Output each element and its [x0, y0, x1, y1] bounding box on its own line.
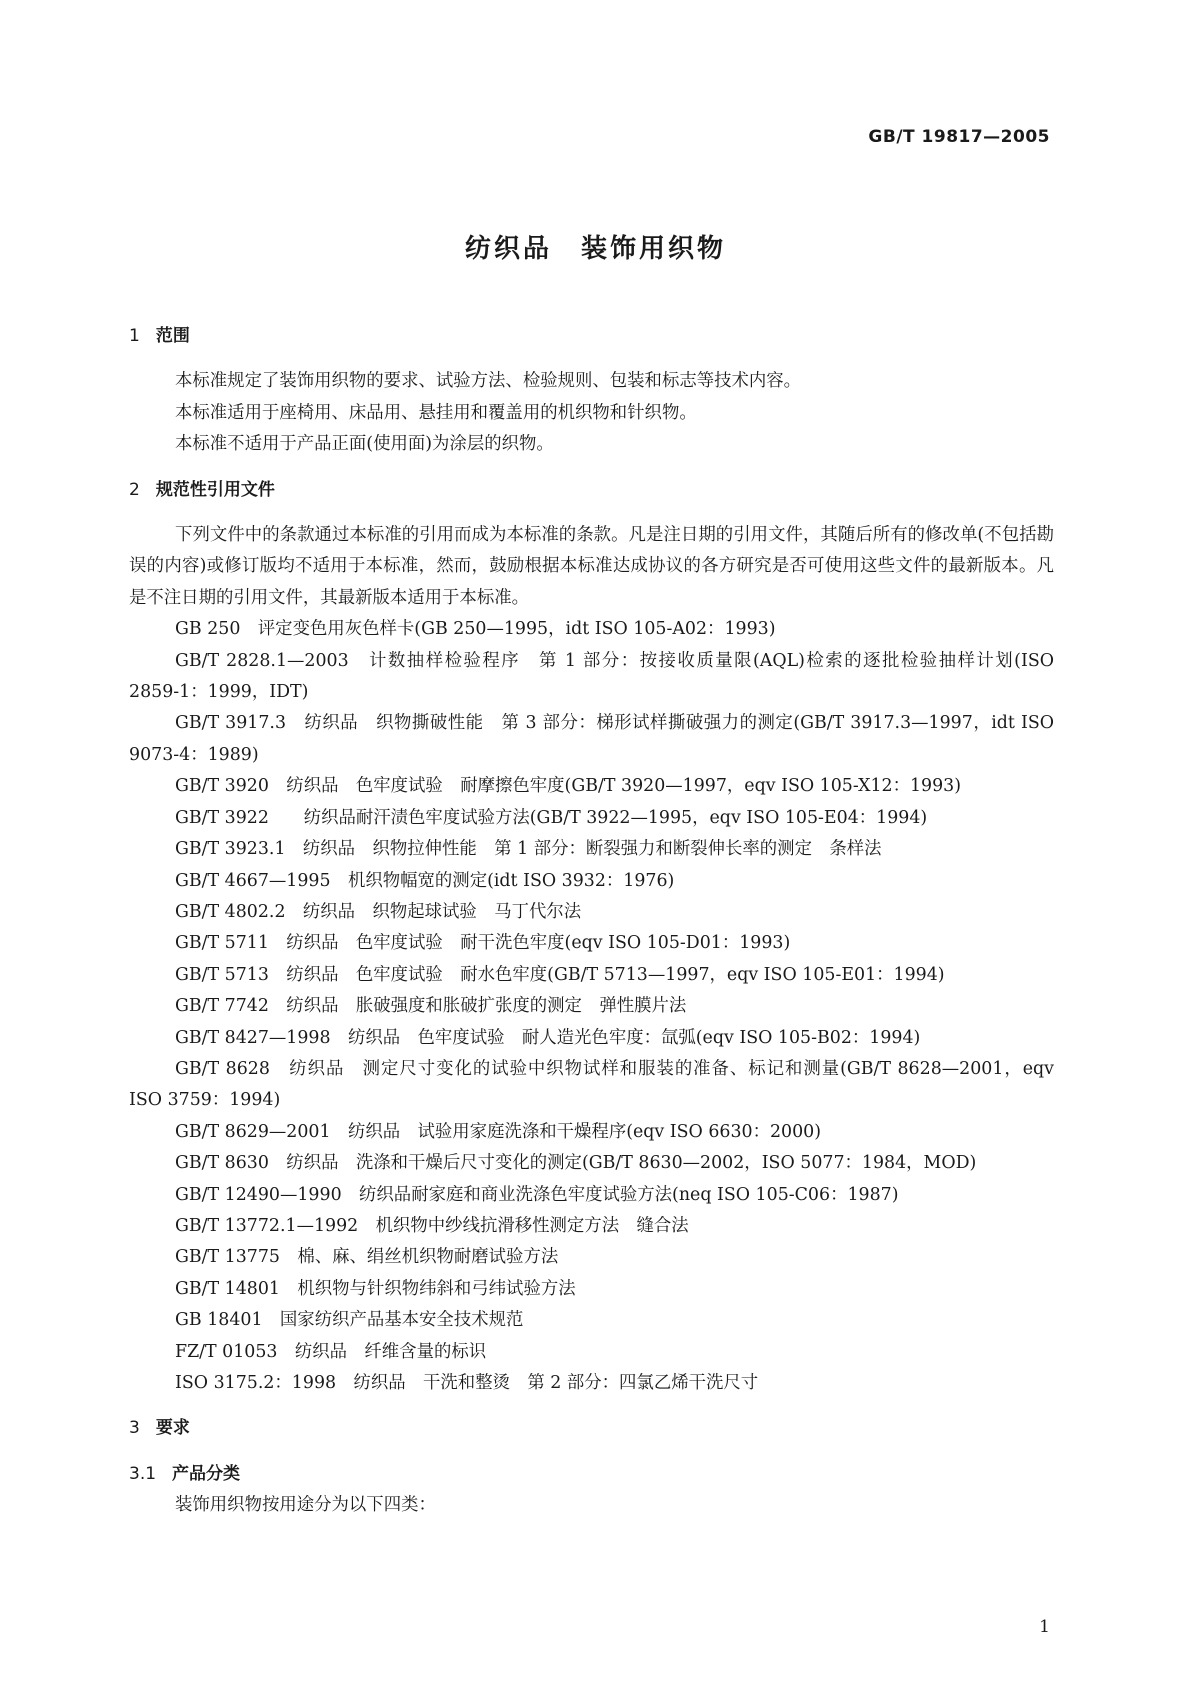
document-body — [129, 321, 1054, 1522]
references-intro: 下列文件中的条款通过本标准的引用而成为本标准的条款。凡是注日期的引用文件，其随后所有的修改单(不包括勘误的内容)或修订版均不适用于本标准，然而，鼓励根据本标准达成协议的各方研究是否可使用这些文件的最新版本。凡是不注日期的引用文件，其最新版本适用于本标准。 — [129, 525, 1054, 608]
standard-number: GB/T 19817—2005 — [868, 127, 1050, 147]
reference-item: GB/T 8629—2001 纺织品 试验用家庭洗涤和干燥程序(eqv ISO 6630：2000) — [175, 1121, 822, 1142]
reference-item: GB/T 3917.3 纺织品 织物撕破性能 第 3 部分：梯形试样撕破强力的测定(GB/T 3917.3—1997，idt ISO 9073-4：1989) — [129, 713, 1054, 765]
reference-item: GB 18401 国家纺织产品基本安全技术规范 — [175, 1310, 524, 1331]
document-title: 纺织品 装饰用织物 — [464, 234, 726, 264]
reference-item: GB/T 14801 机织物与针织物纬斜和弓纬试验方法 — [175, 1278, 576, 1299]
section-number: 3 — [129, 1418, 140, 1439]
subsection-title: 产品分类 — [172, 1463, 241, 1484]
reference-item: GB/T 5713 纺织品 色牢度试验 耐水色牢度(GB/T 5713—1997，eqv ISO 105-E01：1994) — [175, 964, 945, 985]
section-title: 规范性引用文件 — [155, 479, 275, 500]
reference-item: GB/T 8427—1998 纺织品 色牢度试验 耐人造光色牢度：氙弧(eqv ISO 105-B02：1994) — [175, 1027, 921, 1048]
paragraph: 装饰用织物按用途分为以下四类： — [175, 1495, 436, 1516]
paragraph: 本标准规定了装饰用织物的要求、试验方法、检验规则、包装和标志等技术内容。 — [175, 371, 802, 392]
reference-item: GB/T 3922 纺织品耐汗渍色牢度试验方法(GB/T 3922—1995，eqv ISO 105-E04：1994) — [175, 807, 928, 828]
paragraph: 本标准适用于座椅用、床品用、悬挂用和覆盖用的机织物和针织物。 — [175, 402, 697, 423]
reference-item: GB/T 13772.1—1992 机织物中纱线抗滑移性测定方法 缝合法 — [175, 1215, 689, 1236]
page-number: 1 — [1039, 1617, 1050, 1637]
reference-item: GB 250 评定变色用灰色样卡(GB 250—1995，idt ISO 105-A02：1993) — [175, 619, 776, 640]
reference-item: GB/T 8630 纺织品 洗涤和干燥后尺寸变化的测定(GB/T 8630—2002，ISO 5077：1984，MOD) — [175, 1153, 977, 1174]
section-2-heading — [129, 475, 1054, 506]
reference-item: GB/T 3920 纺织品 色牢度试验 耐摩擦色牢度(GB/T 3920—1997，eqv ISO 105-X12：1993) — [175, 776, 962, 797]
reference-item: GB/T 3923.1 纺织品 织物拉伸性能 第 1 部分：断裂强力和断裂伸长率的测定 条样法 — [175, 839, 882, 860]
reference-item: GB/T 8628 纺织品 测定尺寸变化的试验中织物试样和服装的准备、标记和测量(GB/T 8628—2001，eqv ISO 3759：1994) — [129, 1058, 1054, 1111]
reference-item: GB/T 13775 棉、麻、绢丝机织物耐磨试验方法 — [175, 1247, 559, 1268]
reference-item: GB/T 7742 纺织品 胀破强度和胀破扩张度的测定 弹性膜片法 — [175, 996, 687, 1017]
reference-item: FZ/T 01053 纺织品 纤维含量的标识 — [175, 1341, 487, 1362]
reference-item: GB/T 12490—1990 纺织品耐家庭和商业洗涤色牢度试验方法(neq ISO 105-C06：1987) — [175, 1184, 899, 1205]
section-title: 要求 — [155, 1418, 190, 1439]
paragraph: 本标准不适用于产品正面(使用面)为涂层的织物。 — [175, 434, 554, 455]
reference-item: GB/T 2828.1—2003 计数抽样检验程序 第 1 部分：按接收质量限(AQL)检索的逐批检验抽样计划(ISO 2859-1：1999，IDT) — [129, 650, 1054, 703]
section-number: 1 — [129, 326, 140, 346]
section-3-heading — [129, 1413, 1054, 1444]
reference-item: ISO 3175.2：1998 纺织品 干洗和整烫 第 2 部分：四氯乙烯干洗尺寸 — [175, 1373, 759, 1393]
reference-item: GB/T 4802.2 纺织品 织物起球试验 马丁代尔法 — [175, 901, 582, 922]
section-title: 范围 — [155, 326, 190, 346]
subsection-number: 3.1 — [129, 1463, 157, 1484]
subsection-3-1-heading — [129, 1459, 1054, 1490]
section-1-heading — [129, 321, 1054, 352]
reference-item: GB/T 4667—1995 机织物幅宽的测定(idt ISO 3932：1976) — [175, 870, 675, 891]
section-number: 2 — [129, 479, 140, 500]
reference-item: GB/T 5711 纺织品 色牢度试验 耐干洗色牢度(eqv ISO 105-D01：1993) — [175, 933, 791, 954]
